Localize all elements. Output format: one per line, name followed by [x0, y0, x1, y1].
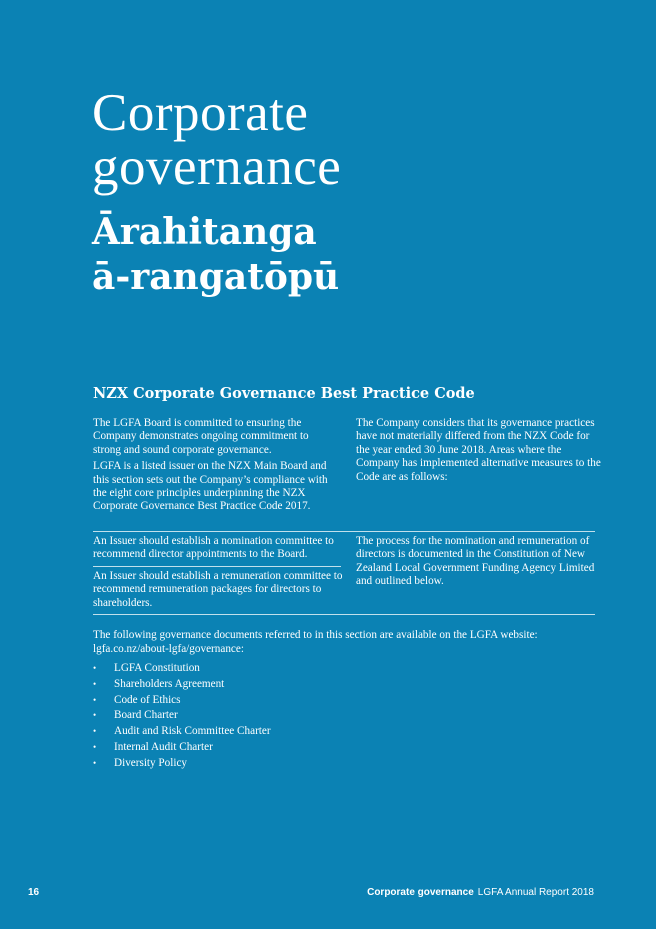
document-name: LGFA Constitution [114, 662, 200, 674]
document-name: Board Charter [114, 709, 178, 722]
document-name: Audit and Risk Committee Charter [114, 725, 271, 738]
bullet-icon: • [93, 678, 97, 689]
list-item [93, 708, 271, 724]
intro-paragraph-1: The LGFA Board is committed to ensuring the Company demonstrates ongoing commitment to strong and sound corporate governance. [93, 417, 309, 456]
list-item [93, 756, 271, 772]
intro-right-column [356, 417, 601, 487]
bullet-icon: • [93, 663, 97, 673]
document-name: Shareholders Agreement [114, 677, 225, 690]
document-name: Internal Audit Charter [114, 740, 213, 753]
requirement-remuneration: An Issuer should establish a remuneration committee to recommend remuneration packages for directors to shareholders. [93, 570, 343, 609]
page-title-english [92, 86, 341, 194]
table-top-rule [93, 531, 595, 532]
page-number: 16 [28, 887, 40, 898]
document-name: Code of Ethics [114, 693, 181, 706]
page-title-maori [92, 210, 339, 300]
title-maori-line-1: Ārahitanga [92, 211, 317, 253]
footer-section-title: Corporate governance [367, 887, 474, 898]
bullet-icon: • [93, 741, 97, 752]
list-item [93, 724, 271, 740]
list-item [93, 693, 271, 709]
document-name: Diversity Policy [114, 756, 188, 769]
title-english-line-2: governance [92, 138, 342, 196]
governance-documents-intro [93, 629, 598, 656]
bullet-icon: • [93, 710, 97, 721]
requirement-divider-rule [93, 566, 341, 567]
table-bottom-rule [93, 614, 595, 615]
intro-paragraph-3: The Company considers that its governance practices have not materially differed from the NZX Code for the year ended 30 June 2018. Areas where the Company has implemented alternative measures to the Code are as follows: [356, 417, 601, 483]
list-item [93, 677, 271, 693]
bullet-icon: • [93, 694, 97, 705]
title-maori-line-2: ā-rangatōpū [92, 256, 340, 298]
title-english-line-1: Corporate [92, 84, 309, 142]
intro-paragraph-2: LGFA is a listed issuer on the NZX Main Board and this section sets out the Company’s compliance with the eight core principles underpinning the NZX Corporate Governance Best Practice Code 2017. [93, 460, 328, 513]
documents-intro-text: The following governance documents referred to in this section are available on the LGFA website: [93, 629, 538, 641]
section-heading: NZX Corporate Governance Best Practice Code [93, 385, 475, 402]
alternative-measure-response: The process for the nomination and remuneration of directors is documented in the Constitution of New Zealand Local Government Funding Agency Limited and outlined below. [356, 535, 595, 588]
bullet-icon: • [93, 757, 97, 768]
documents-website-link[interactable]: lgfa.co.nz/about-lgfa/governance: [93, 642, 244, 655]
list-item [93, 661, 271, 677]
list-item [93, 740, 271, 756]
page-footer [367, 887, 594, 898]
intro-left-column [93, 417, 338, 517]
governance-documents-list [93, 661, 271, 772]
requirement-nomination: An Issuer should establish a nomination committee to recommend director appointments to the Board. [93, 535, 334, 561]
bullet-icon: • [93, 726, 97, 737]
footer-report-title: LGFA Annual Report 2018 [477, 887, 594, 898]
